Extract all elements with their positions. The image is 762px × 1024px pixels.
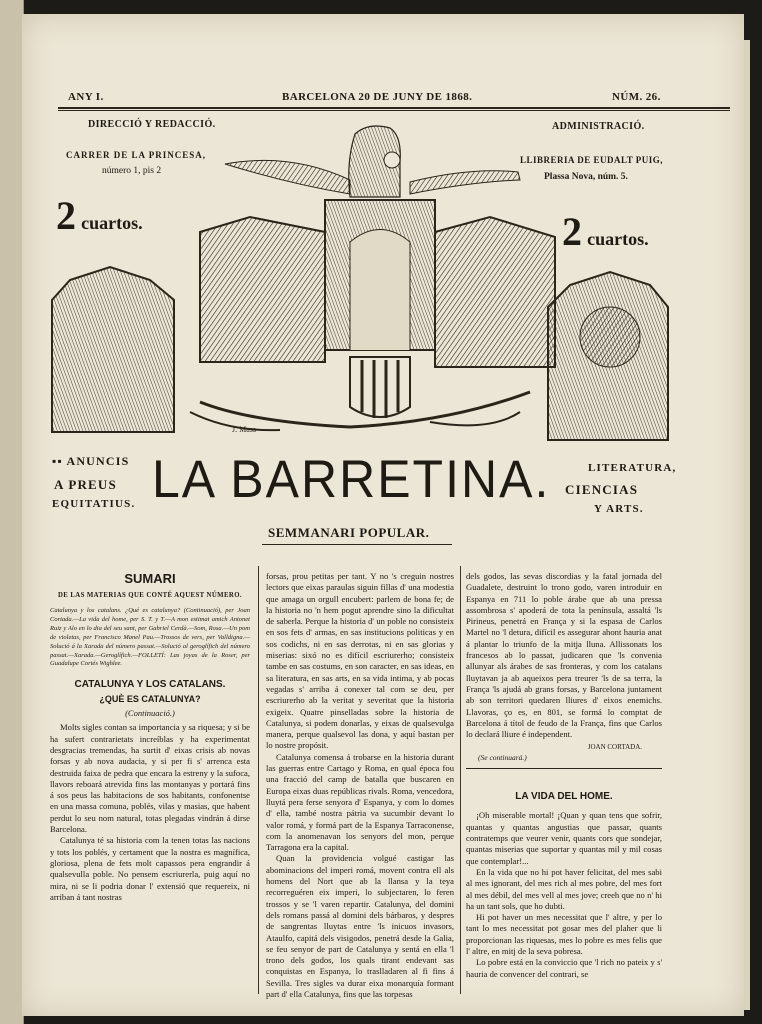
left-wing bbox=[225, 160, 350, 194]
header-rule bbox=[58, 107, 730, 109]
right-panel bbox=[435, 217, 555, 367]
masthead-illustration bbox=[50, 122, 670, 452]
col2-paragraph-1 bbox=[266, 571, 454, 752]
topics-line2: CIENCIAS bbox=[565, 482, 639, 497]
paragraph: Quan la providencia volgué castigar las abominacions del imperi romá, movent contra ell als homens del Nort que ab la llansa y la teya recorreguéren eix imperi, lo subjectaren, lo feren trossos y se 'l varen repartir. Catalunya, del domini dels romans passá al domini dels bárbaros, y despres de sangrentas lluytas entre 'ls inicuos invasors, Ataulfo, capitá dels visigodos, penetrá desde la Galia, se feu senyor de part de Catalunya y sentá en ella 'l trono dels godos, los quals tirant endevant sas conquistas en Espanya, lo traslladaren al fi fins á Sevilla. Tres sigles va durar eixa monarquía formant part d' ella Catalunya, fins que las torpesas bbox=[266, 853, 454, 999]
newspaper-page bbox=[22, 14, 744, 1016]
issue-number: NÚM. 26. bbox=[612, 91, 661, 103]
article-paragraph-2 bbox=[50, 835, 250, 903]
col3-paragraph-4 bbox=[466, 912, 662, 957]
paragraph: dels godos, las sevas discordias y la fatal jornada del Guadalete, destruint lo trono godo, varen introduir en Espanya en 711 lo poble árabe que ab una pressa assombrosa s' apoderá de tota la península, assaltá 'ls Pirineus, penetrá en França y si la espasa de Carlos Martel no 'l detura, difícil es assegurar ahont hauria anat á plantar lo triunfo de la mitja lluna. Allissonats los francesos ab lo passat, judicaren que 'ls convenia allunyar als árabes de sas fronteras, y com los catalans lluytavan ja ab aqueixos pera treurer 'ls de sa terra, la França 'ls ajudá ab grans forsas, y Barcelona juntament ab son territori quedaren lliures d' eixos enemichs. Llavoras, ço es, en 801, se formá lo comptat de Barcelona á títol de feudo de la França, fins que Carlos lo declará lliure é independent. bbox=[466, 571, 662, 740]
place-date: BARCELONA 20 DE JUNY DE 1868. bbox=[282, 91, 473, 103]
column-rule-1 bbox=[258, 566, 259, 994]
article-author: JOAN CORTADA. bbox=[587, 743, 642, 752]
subtitle-rule bbox=[262, 544, 452, 545]
paragraph: Molts sigles contan sa importancia y sa riquesa; y si be ha sufert contrarietats increíblas y ha experimentat desgracias tremendas, ha surtit d' eixas crisis ab novas forsas y ab nova audacia, y si per fi s' arrenca esta destruida faixa de pedra que encara la estreny y la sufoca, llavors reboará atrevida fins las montanyas y portará fins á sos peus las habitacions de sos habitants, confonentse en una massa comuna, poblés, vilas y masias, que habent perdut lo seu nom natural, totas plegadas vindrán á dirse Barcelona. bbox=[50, 722, 250, 835]
direction-title: DIRECCIÓ Y REDACCIÓ. bbox=[88, 119, 216, 130]
ads-line3: EQUITATIUS. bbox=[52, 498, 136, 510]
direction-address: CARRER DE LA PRINCESA, bbox=[66, 150, 207, 160]
ads-label: ANUNCIS bbox=[66, 454, 130, 468]
article-title: CATALUNYA Y LOS CATALANS. bbox=[74, 679, 226, 691]
col3-paragraph-3 bbox=[466, 867, 662, 912]
paragraph: forsas, prou petitas per tant. Y no 's creguin nostres lectors que eixas paraulas siguin fillas d' una modestia que amaga un orgull encubert: parlem de bona fe; de la historia no 'n hem pogut aprendre sino la dificultat de saberla. Perque la historia d' un poble no consisteix en sos fets d' armas, en sas institucions politicas y en sos codichs, ni en sas derrotas, ni en sas glorias y miserias: sixó no es difícil escriurerho; consisteix tambe en sas costums, en son caracter, en sas ideas, en sa literatura, en sas arts, en sa vida intima, y ab pocas vegadas s' arriba á conexer tal com se deu, per escriurerho ab la veritat y severitat que la historia exigeix. Quatre pinselladas sobre la historia de Catalunya, si podem donarlas, y eixas de qualsevulga manera, perque qualsevol las dona, y aquí bastan per lo nostre propósit. bbox=[266, 571, 454, 751]
header-rule-thin bbox=[58, 110, 730, 111]
administration-address: Plassa Nova, núm. 5. bbox=[544, 172, 628, 182]
continuation-note: (Continuació.) bbox=[125, 708, 175, 719]
paragraph: ¡Oh miserable mortal! ¡Quan y quan tens que sofrir, quantas y quantas angustias que passar, quants contratemps que veurer venir, quants cors que sondejar, quantas miserias que suportar y quantas mil y mil cosas que contemplar!... bbox=[466, 810, 662, 866]
col3-paragraph-5 bbox=[466, 957, 662, 980]
ads-line2: A PREUS bbox=[54, 477, 117, 492]
column-rule-2 bbox=[460, 566, 461, 994]
far-left-panel bbox=[52, 267, 174, 432]
issue-year: ANY I. bbox=[68, 91, 104, 103]
col3-paragraph-1 bbox=[466, 571, 662, 740]
to-be-continued: (Se continuará.) bbox=[478, 753, 527, 763]
masthead-title: LA BARRETINA. bbox=[152, 449, 551, 509]
direction-floor: número 1, pis 2 bbox=[102, 166, 162, 176]
column-3 bbox=[466, 571, 662, 980]
summary-subtitle: DE LAS MATERIAS QUE CONTÉ AQUEST NÚMERO. bbox=[58, 592, 242, 599]
summary-title: SUMARI bbox=[124, 571, 176, 586]
price-right-number: 2 bbox=[562, 209, 582, 254]
topics-line3: Y ARTS. bbox=[594, 503, 644, 515]
right-wing bbox=[410, 171, 520, 194]
summary-body: Catalunya y los catalans. ¿Qué es catalunya? (Continuació), per Joan Cortada.—La vida del home, per S. T. y T.—A mon estimat amich Antonet Ruiz y Alo en lo dia del seu sant, per Gabriel Cerdà.—Som, Rosa.—Un pom de violetas, per Francisco Manel Pau.—Trossos de vers, per Valldigna.—Solució á la Xarada del número passat.—Solució al geroglífich del número passat.—Xarada.—Geroglífich.—FOLLETÍ: Las joyas de la Roser, per Guadalupe Cortés Wighlee. bbox=[50, 607, 250, 668]
coat-of-arms bbox=[350, 357, 410, 417]
article-paragraph-1 bbox=[50, 722, 250, 835]
col2-paragraph-3 bbox=[266, 853, 454, 1000]
engraver-signature: J. Mass bbox=[232, 425, 257, 434]
face bbox=[384, 152, 400, 168]
paragraph: Lo pobre está en la conviccio que 'l rich no pateix y s' hauria de convencer del contrari, se bbox=[466, 957, 662, 979]
paragraph: Catalunya comensa á trobarse en la historia durant las guerras entre Cartago y Roma, en qual época fou una fracció del camp de batalla que buscaren en Europa eixas duas repúblicas rivals. Roma, vencedora, lluytá pera ferse senyora d' Espanya, y com lo domes d' ella, també nostra pátria va sucumbir devant lo valor romá, y formá part de la Espanya Tarraconense, com la anomenavan los senyors del mon, perque Tarragona era la capital. bbox=[266, 751, 454, 853]
paragraph: Hi pot haver un mes necessitat que l' altre, y per lo tant lo mes necessitat pot gosar mes del plaher que li proporcionan las riquesas, mes lo pobre es mes felis que l' altre, en mitj de la seva pobresa. bbox=[466, 912, 662, 957]
col2-paragraph-2 bbox=[266, 752, 454, 854]
scan-left-edge bbox=[0, 0, 24, 1024]
administration-bookshop: LLIBRERIA DE EUDALT PUIG, bbox=[520, 155, 664, 165]
article-subtitle: ¿QUÈ ES CATALUNYA? bbox=[99, 694, 201, 705]
tree bbox=[580, 307, 640, 367]
price-left-word: cuartos. bbox=[81, 213, 143, 233]
topics-line1: LITERATURA, bbox=[588, 462, 677, 474]
arch bbox=[350, 230, 410, 351]
section-rule bbox=[466, 768, 662, 769]
ads-line1: ▪▪ ANUNCIS bbox=[52, 454, 130, 468]
price-left-number: 2 bbox=[56, 193, 76, 238]
col3-paragraph-2 bbox=[466, 810, 662, 866]
paragraph: En la vida que no hi pot haver felicitat, del mes sabi al mes ignorant, del mes rich al mes pobre, del mes fort al mes débil, del mes vell al mes jove; creeh que no n' hi ha un tant sols, que ho dubti. bbox=[466, 866, 662, 911]
left-panel bbox=[200, 217, 325, 362]
masthead-subtitle: SEMMANARI POPULAR. bbox=[268, 525, 430, 540]
administration-title: ADMINISTRACIÓ. bbox=[552, 121, 645, 132]
column-1 bbox=[50, 569, 250, 903]
price-right-word: cuartos. bbox=[587, 229, 649, 249]
article2-title: LA VIDA DEL HOME. bbox=[515, 791, 613, 803]
column-2 bbox=[266, 571, 454, 1000]
paragraph: Catalunya té sa historia com la tenen totas las nacions y tots los poblés, y certament que la nostra es magnífica, gloriosa, plena de fets molt capassos pera engrandir á qualsevulla poble. No pensem escriurerla, puig aquí no mira, ni se li podria donar l' extensió que requereix, ni arriban á tant nostras bbox=[50, 835, 250, 902]
